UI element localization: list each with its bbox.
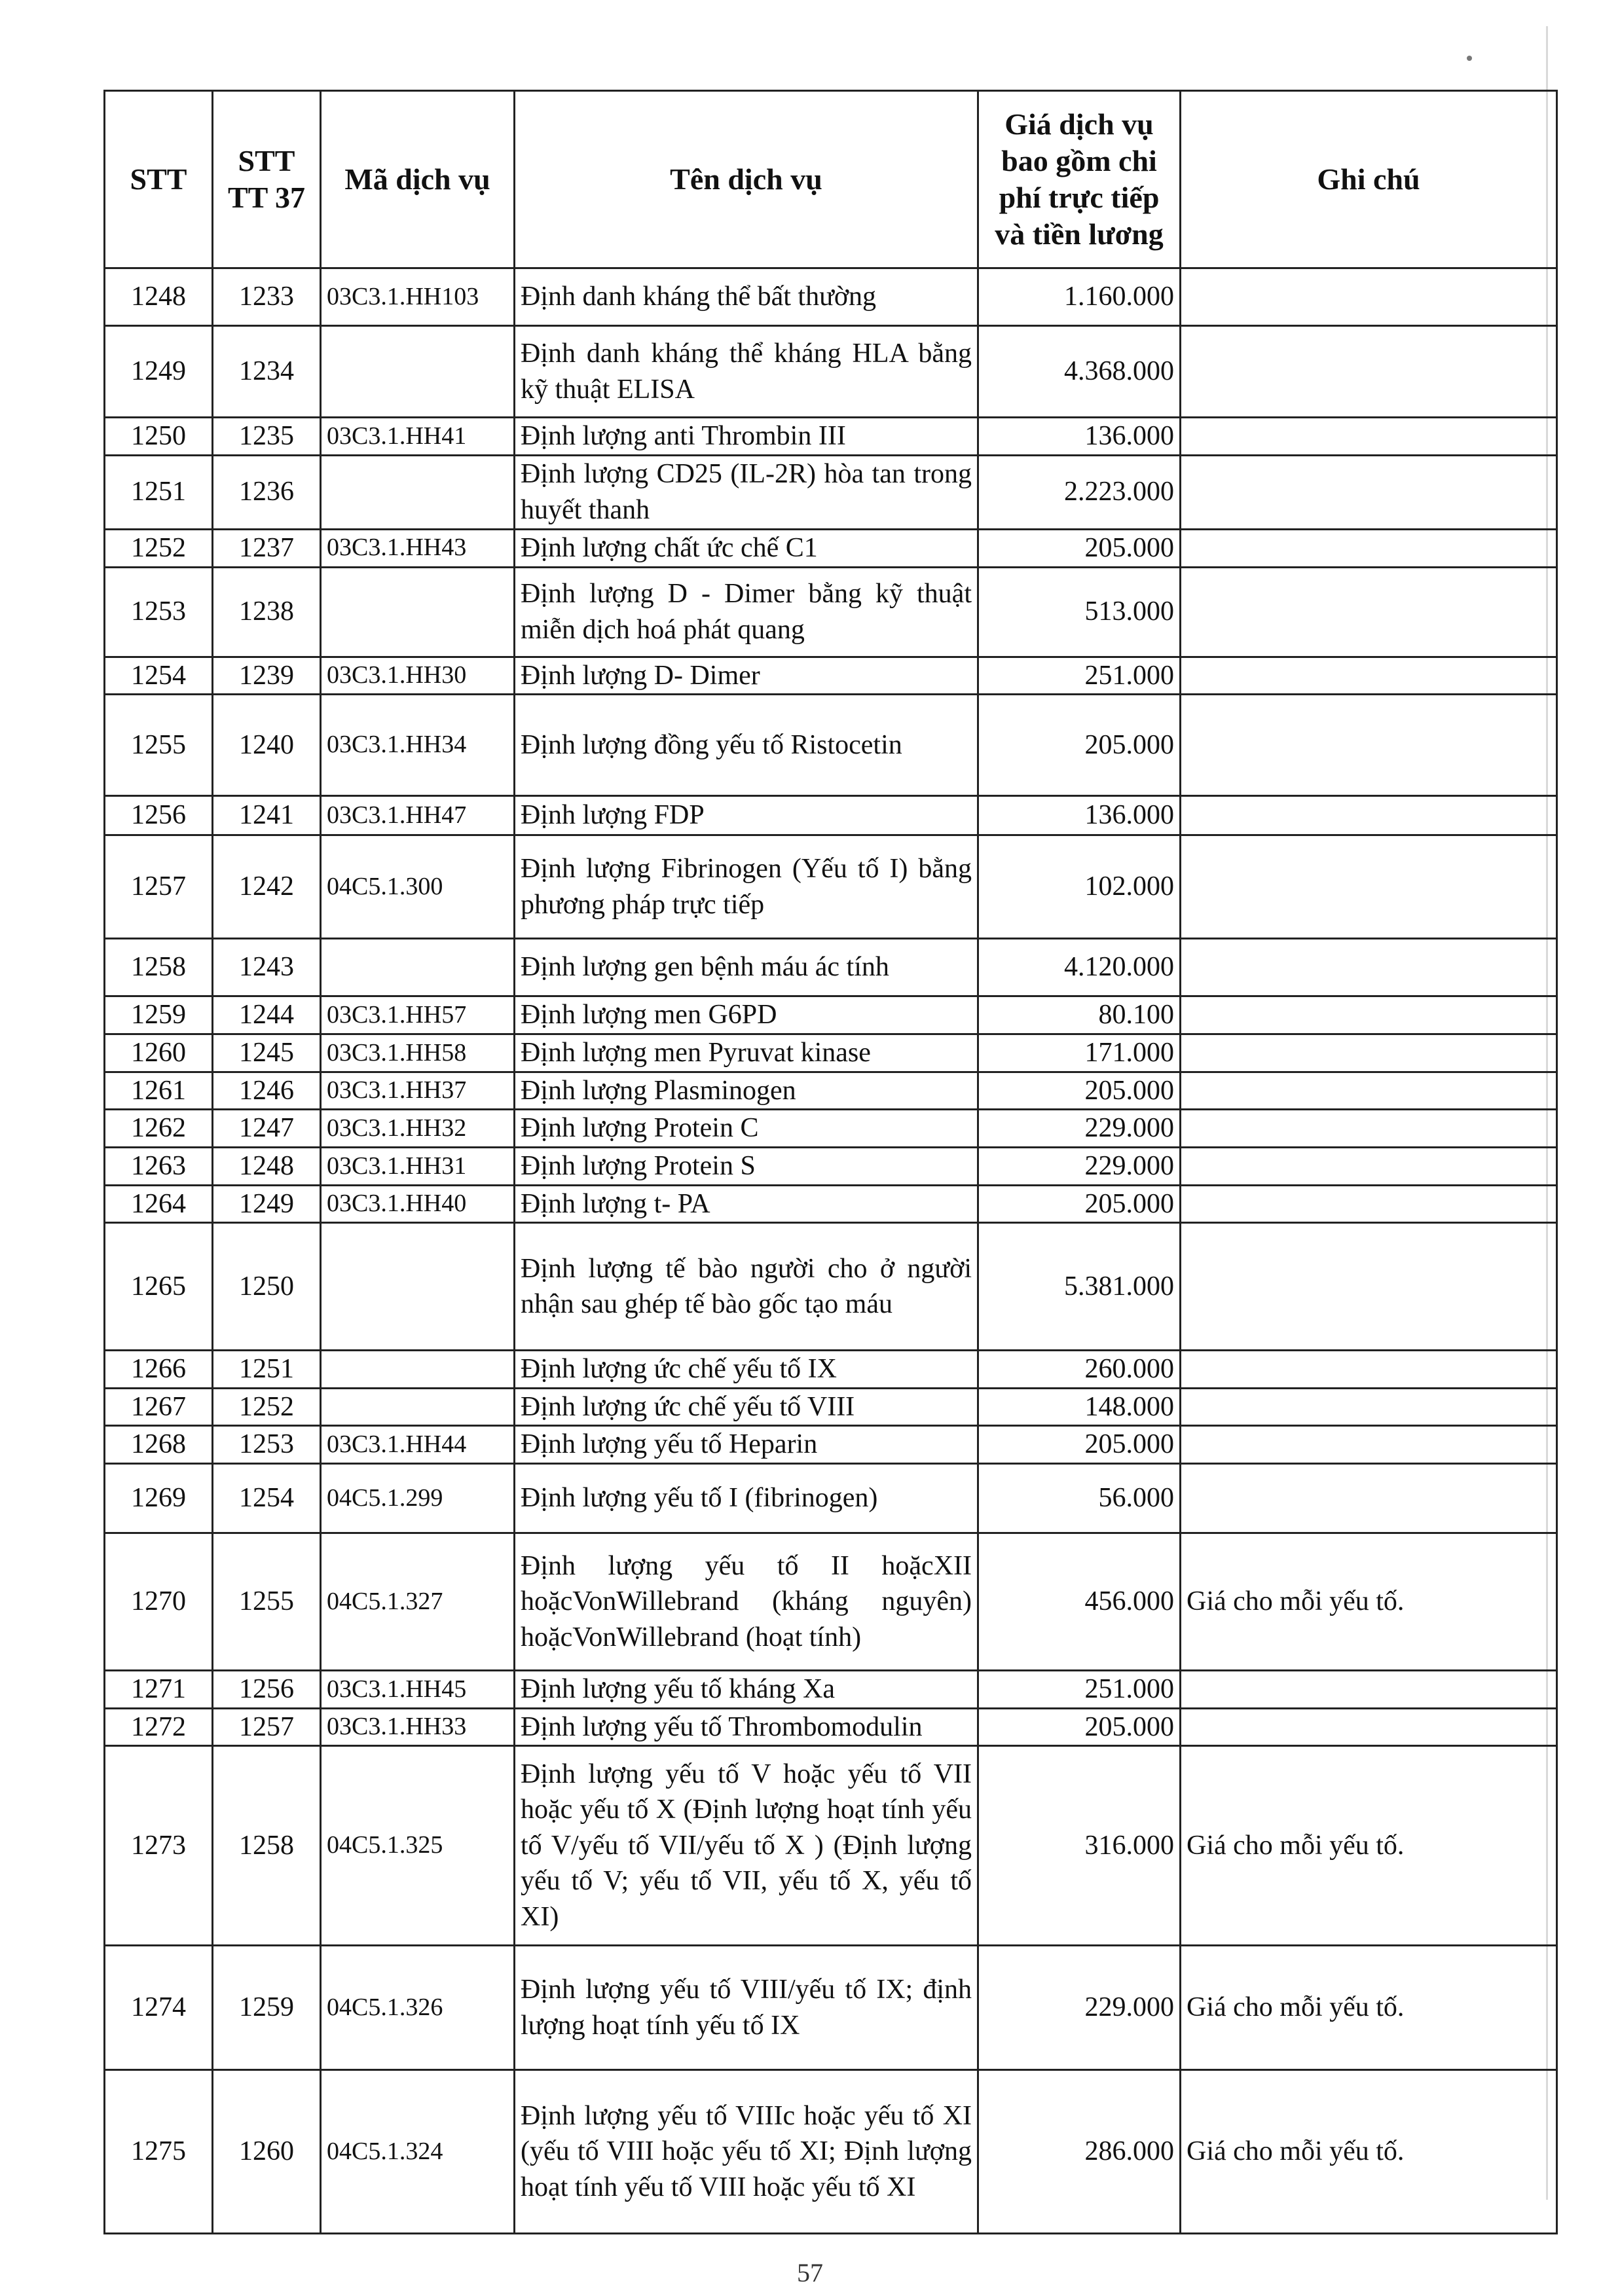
- cell-service-price: 136.000: [978, 796, 1181, 835]
- cell-stt-tt37: 1238: [213, 567, 321, 657]
- cell-service-name: Định lượng yếu tố Thrombomodulin: [515, 1708, 978, 1746]
- cell-service-code: 03C3.1.HH103: [321, 268, 515, 326]
- cell-note: [1181, 1223, 1557, 1351]
- cell-stt: 1265: [105, 1223, 213, 1351]
- scan-speck: [1467, 56, 1472, 61]
- cell-service-price: 229.000: [978, 1946, 1181, 2070]
- cell-stt-tt37: 1255: [213, 1533, 321, 1670]
- cell-stt: 1263: [105, 1147, 213, 1185]
- cell-service-price: 229.000: [978, 1110, 1181, 1148]
- cell-service-name: Định danh kháng thể bất thường: [515, 268, 978, 326]
- cell-service-price: 286.000: [978, 2070, 1181, 2234]
- table-row: [105, 835, 1557, 939]
- cell-service-code: 03C3.1.HH45: [321, 1670, 515, 1708]
- cell-stt: 1267: [105, 1388, 213, 1426]
- cell-stt: 1272: [105, 1708, 213, 1746]
- cell-service-name: Định lượng đồng yếu tố Ristocetin: [515, 695, 978, 796]
- table-row: [105, 1110, 1557, 1148]
- cell-service-price: 4.120.000: [978, 939, 1181, 996]
- cell-service-price: 251.000: [978, 1670, 1181, 1708]
- cell-service-code: 03C3.1.HH33: [321, 1708, 515, 1746]
- cell-stt-tt37: 1241: [213, 796, 321, 835]
- cell-service-price: 205.000: [978, 1072, 1181, 1110]
- cell-stt: 1269: [105, 1463, 213, 1533]
- cell-service-code: 04C5.1.324: [321, 2070, 515, 2234]
- cell-stt-tt37: 1234: [213, 326, 321, 418]
- cell-stt-tt37: 1249: [213, 1185, 321, 1223]
- cell-note: [1181, 1426, 1557, 1464]
- cell-stt: 1252: [105, 529, 213, 567]
- cell-service-code: 04C5.1.325: [321, 1746, 515, 1946]
- cell-stt-tt37: 1253: [213, 1426, 321, 1464]
- cell-note: [1181, 326, 1557, 418]
- cell-note: [1181, 1351, 1557, 1389]
- cell-note: [1181, 1072, 1557, 1110]
- cell-service-price: 229.000: [978, 1147, 1181, 1185]
- cell-note: [1181, 418, 1557, 456]
- cell-note: [1181, 657, 1557, 695]
- cell-stt: 1261: [105, 1072, 213, 1110]
- cell-stt: 1255: [105, 695, 213, 796]
- table-row: [105, 2070, 1557, 2234]
- cell-stt-tt37: 1258: [213, 1746, 321, 1946]
- cell-service-price: 4.368.000: [978, 326, 1181, 418]
- cell-service-price: 136.000: [978, 418, 1181, 456]
- cell-stt: 1259: [105, 996, 213, 1034]
- cell-stt-tt37: 1245: [213, 1034, 321, 1072]
- cell-note: Giá cho mỗi yếu tố.: [1181, 1946, 1557, 2070]
- cell-stt-tt37: 1233: [213, 268, 321, 326]
- cell-note: [1181, 939, 1557, 996]
- cell-stt: 1258: [105, 939, 213, 996]
- cell-service-name: Định lượng ức chế yếu tố IX: [515, 1351, 978, 1389]
- cell-service-price: 205.000: [978, 1708, 1181, 1746]
- cell-stt: 1262: [105, 1110, 213, 1148]
- table-row: [105, 1147, 1557, 1185]
- cell-stt: 1257: [105, 835, 213, 939]
- cell-note: [1181, 529, 1557, 567]
- cell-stt-tt37: 1247: [213, 1110, 321, 1148]
- cell-service-code: 03C3.1.HH43: [321, 529, 515, 567]
- cell-stt-tt37: 1250: [213, 1223, 321, 1351]
- cell-stt-tt37: 1237: [213, 529, 321, 567]
- cell-stt-tt37: 1256: [213, 1670, 321, 1708]
- cell-stt-tt37: 1236: [213, 455, 321, 529]
- cell-stt: 1271: [105, 1670, 213, 1708]
- cell-note: [1181, 268, 1557, 326]
- table-row: [105, 1351, 1557, 1389]
- cell-service-price: 56.000: [978, 1463, 1181, 1533]
- cell-service-code: [321, 1223, 515, 1351]
- cell-stt: 1264: [105, 1185, 213, 1223]
- service-price-table: [103, 90, 1558, 2234]
- cell-stt: 1249: [105, 326, 213, 418]
- cell-service-code: 04C5.1.327: [321, 1533, 515, 1670]
- cell-stt: 1250: [105, 418, 213, 456]
- cell-service-name: Định lượng tế bào người cho ở người nhận sau ghép tế bào gốc tạo máu: [515, 1223, 978, 1351]
- cell-service-name: Định lượng Plasminogen: [515, 1072, 978, 1110]
- table-row: [105, 567, 1557, 657]
- cell-service-code: 03C3.1.HH30: [321, 657, 515, 695]
- cell-service-code: 04C5.1.300: [321, 835, 515, 939]
- cell-note: [1181, 996, 1557, 1034]
- cell-stt-tt37: 1242: [213, 835, 321, 939]
- table-row: [105, 1533, 1557, 1670]
- cell-stt: 1254: [105, 657, 213, 695]
- header-note: Ghi chú: [1181, 91, 1557, 268]
- cell-stt-tt37: 1239: [213, 657, 321, 695]
- table-row: [105, 796, 1557, 835]
- header-service-code: Mã dịch vụ: [321, 91, 515, 268]
- cell-stt-tt37: 1252: [213, 1388, 321, 1426]
- cell-service-name: Định lượng yếu tố I (fibrinogen): [515, 1463, 978, 1533]
- cell-stt-tt37: 1248: [213, 1147, 321, 1185]
- cell-service-price: 102.000: [978, 835, 1181, 939]
- cell-service-name: Định lượng anti Thrombin III: [515, 418, 978, 456]
- cell-stt-tt37: 1251: [213, 1351, 321, 1389]
- cell-service-price: 260.000: [978, 1351, 1181, 1389]
- cell-stt-tt37: 1244: [213, 996, 321, 1034]
- table-row: [105, 1185, 1557, 1223]
- table-row: [105, 1670, 1557, 1708]
- cell-service-name: Định lượng CD25 (IL-2R) hòa tan trong huyết thanh: [515, 455, 978, 529]
- table-header-row: [105, 91, 1557, 268]
- cell-note: [1181, 1147, 1557, 1185]
- table-row: [105, 418, 1557, 456]
- page-number: 57: [797, 2258, 823, 2287]
- cell-service-code: 03C3.1.HH40: [321, 1185, 515, 1223]
- cell-service-price: 456.000: [978, 1533, 1181, 1670]
- cell-service-name: Định lượng t- PA: [515, 1185, 978, 1223]
- cell-service-price: 205.000: [978, 1426, 1181, 1464]
- cell-service-name: Định lượng men G6PD: [515, 996, 978, 1034]
- cell-stt: 1248: [105, 268, 213, 326]
- table-row: [105, 326, 1557, 418]
- cell-stt-tt37: 1259: [213, 1946, 321, 2070]
- cell-stt: 1274: [105, 1946, 213, 2070]
- cell-service-name: Định lượng yếu tố VIII/yếu tố IX; định lượng hoạt tính yếu tố IX: [515, 1946, 978, 2070]
- cell-service-name: Định lượng yếu tố II hoặcXII hoặcVonWillebrand (kháng nguyên) hoặcVonWillebrand (hoạt tính): [515, 1533, 978, 1670]
- cell-service-code: 03C3.1.HH44: [321, 1426, 515, 1464]
- cell-service-name: Định lượng men Pyruvat kinase: [515, 1034, 978, 1072]
- cell-service-price: 5.381.000: [978, 1223, 1181, 1351]
- cell-stt-tt37: 1260: [213, 2070, 321, 2234]
- table-row: [105, 695, 1557, 796]
- cell-stt: 1256: [105, 796, 213, 835]
- cell-service-code: 03C3.1.HH57: [321, 996, 515, 1034]
- cell-service-price: 316.000: [978, 1746, 1181, 1946]
- header-stt-tt37: STT TT 37: [213, 91, 321, 268]
- cell-note: [1181, 1110, 1557, 1148]
- cell-service-name: Định lượng chất ức chế C1: [515, 529, 978, 567]
- cell-note: [1181, 1388, 1557, 1426]
- table-row: [105, 268, 1557, 326]
- cell-service-code: [321, 567, 515, 657]
- table-row: [105, 1463, 1557, 1533]
- cell-service-code: 04C5.1.326: [321, 1946, 515, 2070]
- cell-stt: 1268: [105, 1426, 213, 1464]
- cell-note: Giá cho mỗi yếu tố.: [1181, 1533, 1557, 1670]
- cell-service-code: [321, 455, 515, 529]
- header-service-price: Giá dịch vụ bao gồm chi phí trực tiếp và tiền lương: [978, 91, 1181, 268]
- cell-stt: 1266: [105, 1351, 213, 1389]
- table-row: [105, 1072, 1557, 1110]
- header-stt: STT: [105, 91, 213, 268]
- cell-stt: 1273: [105, 1746, 213, 1946]
- cell-stt: 1270: [105, 1533, 213, 1670]
- cell-note: [1181, 567, 1557, 657]
- table-row: [105, 1746, 1557, 1946]
- cell-note: Giá cho mỗi yếu tố.: [1181, 1746, 1557, 1946]
- cell-service-name: Định lượng Fibrinogen (Yếu tố I) bằng phương pháp trực tiếp: [515, 835, 978, 939]
- cell-stt: 1251: [105, 455, 213, 529]
- cell-service-code: 03C3.1.HH37: [321, 1072, 515, 1110]
- table-row: [105, 1708, 1557, 1746]
- cell-stt: 1260: [105, 1034, 213, 1072]
- cell-note: [1181, 695, 1557, 796]
- cell-service-code: 03C3.1.HH58: [321, 1034, 515, 1072]
- cell-service-price: 205.000: [978, 529, 1181, 567]
- cell-service-name: Định lượng ức chế yếu tố VIII: [515, 1388, 978, 1426]
- cell-service-name: Định lượng yếu tố V hoặc yếu tố VII hoặc yếu tố X (Định lượng hoạt tính yếu tố V/yếu tố VII/yếu tố X ) (Định lượng yếu tố V; yếu tố VII, yếu tố X, yếu tố XI): [515, 1746, 978, 1946]
- cell-service-name: Định lượng FDP: [515, 796, 978, 835]
- cell-service-name: Định lượng Protein C: [515, 1110, 978, 1148]
- cell-service-code: 03C3.1.HH32: [321, 1110, 515, 1148]
- cell-service-price: 513.000: [978, 567, 1181, 657]
- table-row: [105, 657, 1557, 695]
- cell-stt-tt37: 1254: [213, 1463, 321, 1533]
- cell-note: [1181, 835, 1557, 939]
- cell-service-price: 2.223.000: [978, 455, 1181, 529]
- cell-service-price: 251.000: [978, 657, 1181, 695]
- cell-service-code: 03C3.1.HH41: [321, 418, 515, 456]
- cell-service-name: Định lượng Protein S: [515, 1147, 978, 1185]
- cell-service-price: 80.100: [978, 996, 1181, 1034]
- cell-note: [1181, 1463, 1557, 1533]
- table-row: [105, 455, 1557, 529]
- cell-service-code: 04C5.1.299: [321, 1463, 515, 1533]
- cell-stt: 1275: [105, 2070, 213, 2234]
- table-row: [105, 529, 1557, 567]
- cell-note: [1181, 1034, 1557, 1072]
- cell-service-price: 205.000: [978, 695, 1181, 796]
- cell-service-code: 03C3.1.HH31: [321, 1147, 515, 1185]
- cell-note: [1181, 1670, 1557, 1708]
- cell-service-price: 205.000: [978, 1185, 1181, 1223]
- table-row: [105, 1223, 1557, 1351]
- cell-service-price: 171.000: [978, 1034, 1181, 1072]
- table-row: [105, 996, 1557, 1034]
- cell-service-name: Định danh kháng thể kháng HLA bằng kỹ thuật ELISA: [515, 326, 978, 418]
- cell-service-code: [321, 1388, 515, 1426]
- cell-service-price: 1.160.000: [978, 268, 1181, 326]
- cell-service-code: [321, 939, 515, 996]
- cell-service-name: Định lượng gen bệnh máu ác tính: [515, 939, 978, 996]
- table-row: [105, 1034, 1557, 1072]
- header-service-name: Tên dịch vụ: [515, 91, 978, 268]
- cell-service-name: Định lượng yếu tố VIIIc hoặc yếu tố XI (yếu tố VIII hoặc yếu tố XI; Định lượng hoạt tính yếu tố VIII hoặc yếu tố XI: [515, 2070, 978, 2234]
- cell-note: [1181, 1708, 1557, 1746]
- cell-stt-tt37: 1235: [213, 418, 321, 456]
- cell-stt: 1253: [105, 567, 213, 657]
- cell-service-name: Định lượng D- Dimer: [515, 657, 978, 695]
- table-row: [105, 1388, 1557, 1426]
- table-row: [105, 1426, 1557, 1464]
- table-body: [105, 268, 1557, 2234]
- table-row: [105, 939, 1557, 996]
- cell-service-name: Định lượng yếu tố kháng Xa: [515, 1670, 978, 1708]
- cell-note: [1181, 1185, 1557, 1223]
- cell-service-code: 03C3.1.HH47: [321, 796, 515, 835]
- cell-stt-tt37: 1243: [213, 939, 321, 996]
- cell-stt-tt37: 1257: [213, 1708, 321, 1746]
- cell-note: [1181, 455, 1557, 529]
- cell-service-code: [321, 1351, 515, 1389]
- cell-service-code: [321, 326, 515, 418]
- table-row: [105, 1946, 1557, 2070]
- cell-note: [1181, 796, 1557, 835]
- cell-service-name: Định lượng yếu tố Heparin: [515, 1426, 978, 1464]
- cell-service-code: 03C3.1.HH34: [321, 695, 515, 796]
- cell-note: Giá cho mỗi yếu tố.: [1181, 2070, 1557, 2234]
- cell-service-name: Định lượng D - Dimer bằng kỹ thuật miễn dịch hoá phát quang: [515, 567, 978, 657]
- cell-stt-tt37: 1246: [213, 1072, 321, 1110]
- cell-service-price: 148.000: [978, 1388, 1181, 1426]
- cell-stt-tt37: 1240: [213, 695, 321, 796]
